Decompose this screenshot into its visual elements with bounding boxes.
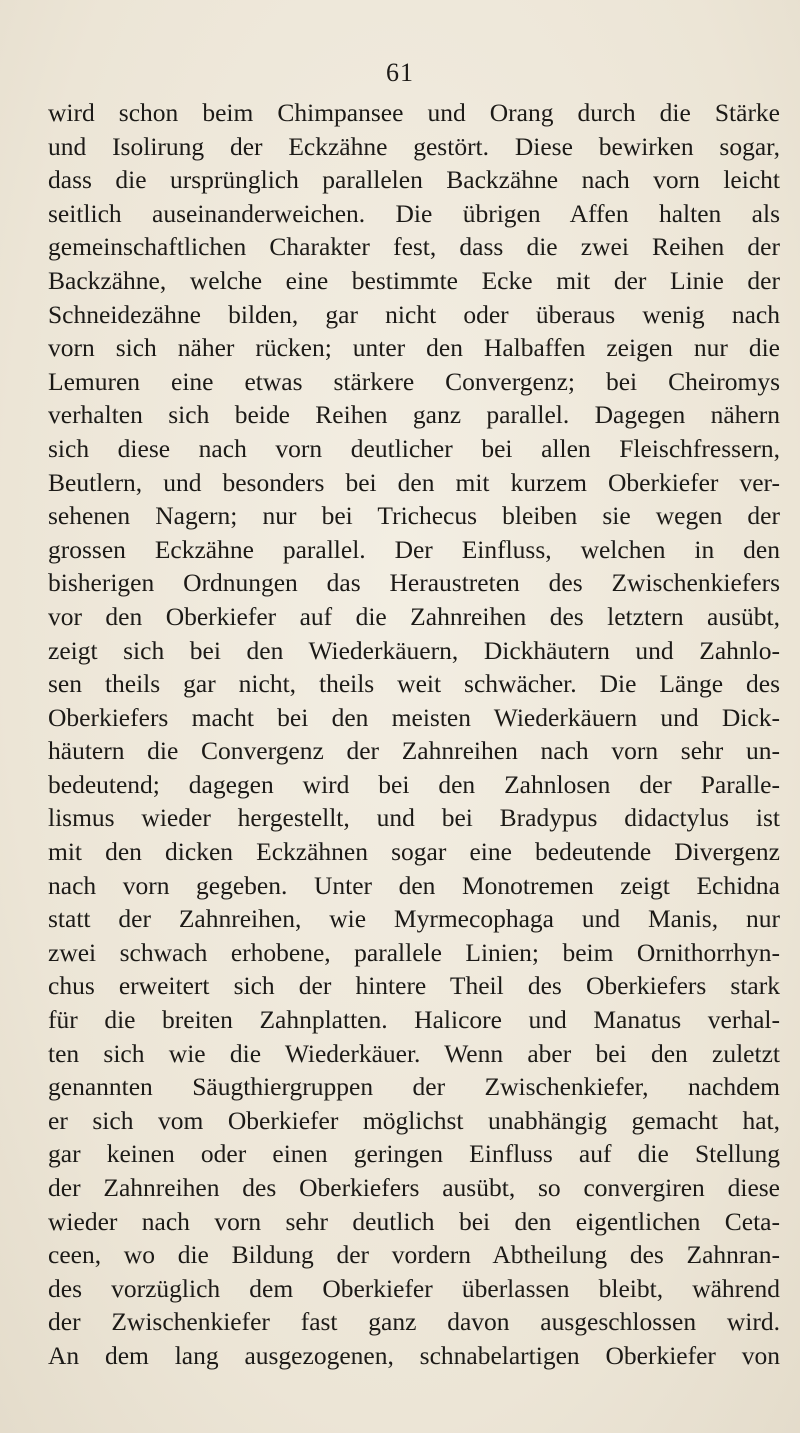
text-line: mit den dicken Eckzähnen sogar eine bedeutende Divergenz <box>48 837 780 867</box>
text-line: chus erweitert sich der hintere Theil des Oberkiefers stark <box>48 971 780 1001</box>
text-line: der Zwischenkiefer fast ganz davon ausgeschlossen wird. <box>48 1307 780 1337</box>
text-line: Backzähne, welche eine bestimmte Ecke mit der Linie der <box>48 265 780 295</box>
text-line: grossen Eckzähne parallel. Der Einfluss, welchen in den <box>48 534 780 564</box>
text-line: Schneidezähne bilden, gar nicht oder überaus wenig nach <box>48 299 780 329</box>
text-line: häutern die Convergenz der Zahnreihen nach vorn sehr un- <box>48 736 780 766</box>
text-line: gar keinen oder einen geringen Einfluss auf die Stellung <box>48 1139 780 1169</box>
text-line: Beutlern, und besonders bei den mit kurzem Oberkiefer ver- <box>48 467 780 497</box>
text-line: wird schon beim Chimpansee und Orang durch die Stärke <box>48 98 780 127</box>
text-line: und Isolirung der Eckzähne gestört. Diese bewirken sogar, <box>48 131 780 161</box>
text-line: vorn sich näher rücken; unter den Halbaffen zeigen nur die <box>48 333 780 363</box>
text-line: genannten Säugthiergruppen der Zwischenkiefer, nachdem <box>48 1072 780 1102</box>
text-line: zeigt sich bei den Wiederkäuern, Dickhäutern und Zahnlo- <box>48 635 780 665</box>
text-line: Lemuren eine etwas stärkere Convergenz; bei Cheiromys <box>48 366 780 396</box>
text-line: sen theils gar nicht, theils weit schwächer. Die Länge des <box>48 669 780 699</box>
text-line: Oberkiefers macht bei den meisten Wiederkäuern und Dick- <box>48 702 780 732</box>
text-line: sich diese nach vorn deutlicher bei allen Fleischfressern, <box>48 433 780 463</box>
text-line: ceen, wo die Bildung der vordern Abtheilung des Zahnran- <box>48 1240 780 1270</box>
text-line: nach vorn gegeben. Unter den Monotremen zeigt Echidna <box>48 870 780 900</box>
body-text <box>48 96 780 1373</box>
page-number: 61 <box>386 58 414 87</box>
text-line: lismus wieder hergestellt, und bei Bradypus didactylus ist <box>48 803 780 833</box>
text-line: wieder nach vorn sehr deutlich bei den eigentlichen Ceta- <box>48 1206 780 1236</box>
text-line: gemeinschaftlichen Charakter fest, dass die zwei Reihen der <box>48 232 780 262</box>
text-line: des vorzüglich dem Oberkiefer überlassen bleibt, während <box>48 1273 780 1303</box>
text-line: für die breiten Zahnplatten. Halicore und Manatus verhal- <box>48 1005 780 1035</box>
text-line: er sich vom Oberkiefer möglichst unabhängig gemacht hat, <box>48 1105 780 1135</box>
text-line: dass die ursprünglich parallelen Backzähne nach vorn leicht <box>48 165 780 195</box>
text-line: ten sich wie die Wiederkäuer. Wenn aber bei den zuletzt <box>48 1038 780 1068</box>
text-line: sehenen Nagern; nur bei Trichecus bleiben sie wegen der <box>48 501 780 531</box>
text-line: An dem lang ausgezogenen, schnabelartigen Oberkiefer von <box>48 1340 780 1370</box>
text-line: verhalten sich beide Reihen ganz parallel. Dagegen nähern <box>48 400 780 430</box>
text-line: der Zahnreihen des Oberkiefers ausübt, so convergiren diese <box>48 1173 780 1202</box>
text-line: zwei schwach erhobene, parallele Linien; beim Ornithorrhyn- <box>48 937 780 967</box>
text-line: bedeutend; dagegen wird bei den Zahnlosen der Paralle- <box>48 769 780 799</box>
text-line: vor den Oberkiefer auf die Zahnreihen des letztern ausübt, <box>48 601 780 631</box>
text-line: seitlich auseinanderweichen. Die übrigen Affen halten als <box>48 198 780 228</box>
text-line: statt der Zahnreihen, wie Myrmecophaga und Manis, nur <box>48 904 780 934</box>
text-line: bisherigen Ordnungen das Heraustreten des Zwischenkiefers <box>48 568 780 598</box>
